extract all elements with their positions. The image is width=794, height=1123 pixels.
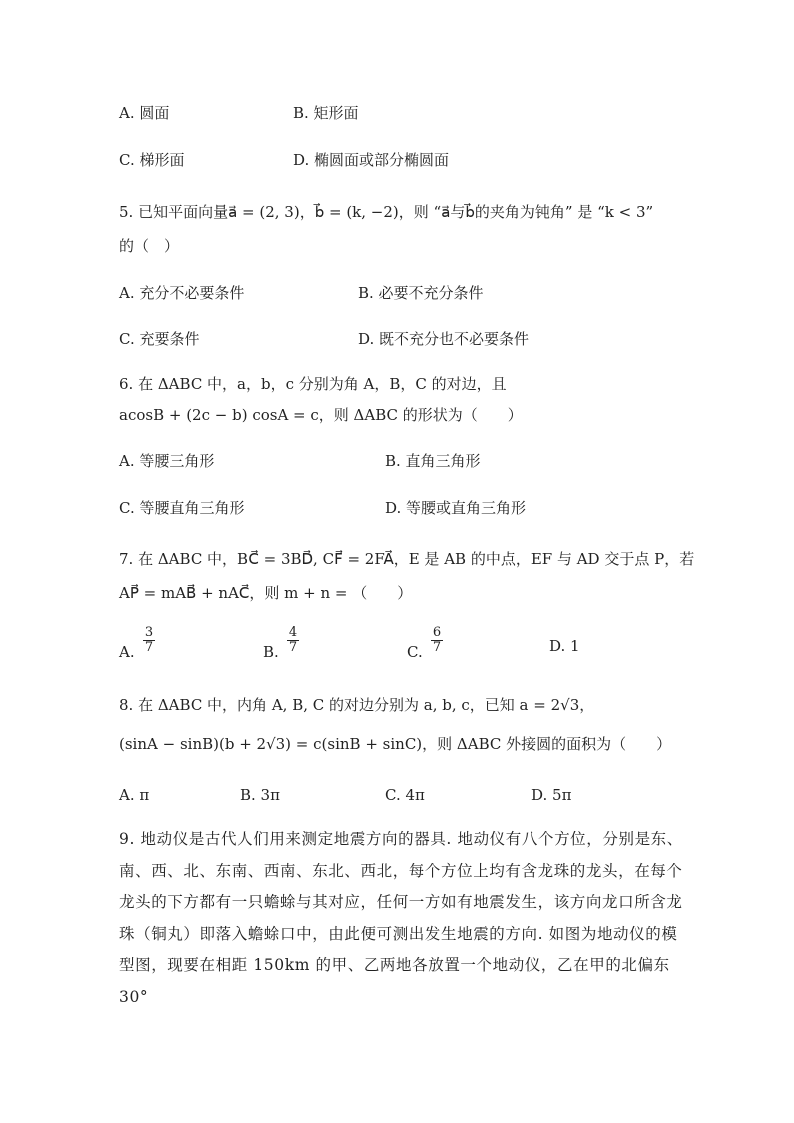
q6-option-c: C. 等腰直角三角形	[119, 499, 245, 517]
q7-option-d: D. 1	[549, 637, 580, 655]
q8-stem-line2: (sinA − sinB)(b + 2√3) = c(sinB + sinC)，则 ΔABC 外接圆的面积为（ ）	[119, 735, 672, 753]
q7-option-b-numerator: 4	[288, 625, 298, 640]
q7-stem-line1: 7. 在 ΔABC 中，BC⃗ = 3BD⃗, CF⃗ = 2FA⃗，E 是 AB 的中点，EF 与 AD 交于点 P，若	[119, 550, 695, 568]
q5-option-d: D. 既不充分也不必要条件	[358, 330, 530, 348]
q5-option-a: A. 充分不必要条件	[119, 284, 245, 302]
q7-stem-line2: AP⃗ = mAB⃗ + nAC⃗，则 m + n = （ ）	[119, 584, 413, 602]
q7-option-c-label: C.	[407, 643, 423, 661]
q7-option-b-denominator: 7	[288, 640, 298, 655]
q6-option-b: B. 直角三角形	[385, 452, 481, 470]
q8-option-c: C. 4π	[385, 786, 425, 804]
q6-stem-line1: 6. 在 ΔABC 中，a，b，c 分别为角 A，B，C 的对边，且	[119, 375, 507, 393]
q8-option-d: D. 5π	[531, 786, 572, 804]
q5-stem-line1: 5. 已知平面向量a⃗ = (2, 3)，b⃗ = (k, −2)，则 “a⃗与b⃗的夹角为钝角” 是 “k < 3”	[119, 203, 654, 221]
q5-option-b: B. 必要不充分条件	[358, 284, 484, 302]
q7-option-b-fraction	[287, 626, 299, 655]
q6-option-d: D. 等腰或直角三角形	[385, 499, 527, 517]
q4-option-c: C. 梯形面	[119, 151, 185, 169]
q4-option-b: B. 矩形面	[293, 104, 359, 122]
q5-stem-line2: 的（ ）	[119, 237, 180, 255]
q6-option-a: A. 等腰三角形	[119, 452, 215, 470]
q8-option-b: B. 3π	[240, 786, 280, 804]
q7-option-b-label: B.	[263, 643, 279, 661]
q7-option-c-denominator: 7	[432, 640, 442, 655]
q8-option-a: A. π	[119, 786, 150, 804]
q5-option-c: C. 充要条件	[119, 330, 200, 348]
q4-option-d: D. 椭圆面或部分椭圆面	[293, 151, 450, 169]
q9-paragraph: 9. 地动仪是古代人们用来测定地震方向的器具. 地动仪有八个方位，分别是东、南、西、北、东南、西南、东北、西北，每个方位上均有含龙珠的龙头，在每个龙头的下方都有一只蟾蜍与其对应，任何一方如有地震发生，该方向龙口所含龙珠（铜丸）即落入蟾蜍口中，由此便可测出发生地震的方向. 如图为地动仪的模型图，现要在相距 150km 的甲、乙两地各放置一个地动仪，乙在甲的北偏东 30°	[119, 830, 683, 1006]
q8-stem-line1: 8. 在 ΔABC 中，内角 A, B, C 的对边分别为 a, b, c，已知 a = 2√3，	[119, 696, 595, 714]
q7-option-a-denominator: 7	[144, 640, 154, 655]
q7-option-a-numerator: 3	[144, 625, 154, 640]
q7-option-c-numerator: 6	[432, 625, 442, 640]
q7-option-a-label: A.	[119, 643, 135, 661]
q6-stem-line2: acosB + (2c − b) cosA = c，则 ΔABC 的形状为（ ）	[119, 406, 523, 424]
q7-option-c-fraction	[431, 626, 443, 655]
q4-option-a: A. 圆面	[119, 104, 170, 122]
q7-option-a-fraction	[143, 626, 155, 655]
